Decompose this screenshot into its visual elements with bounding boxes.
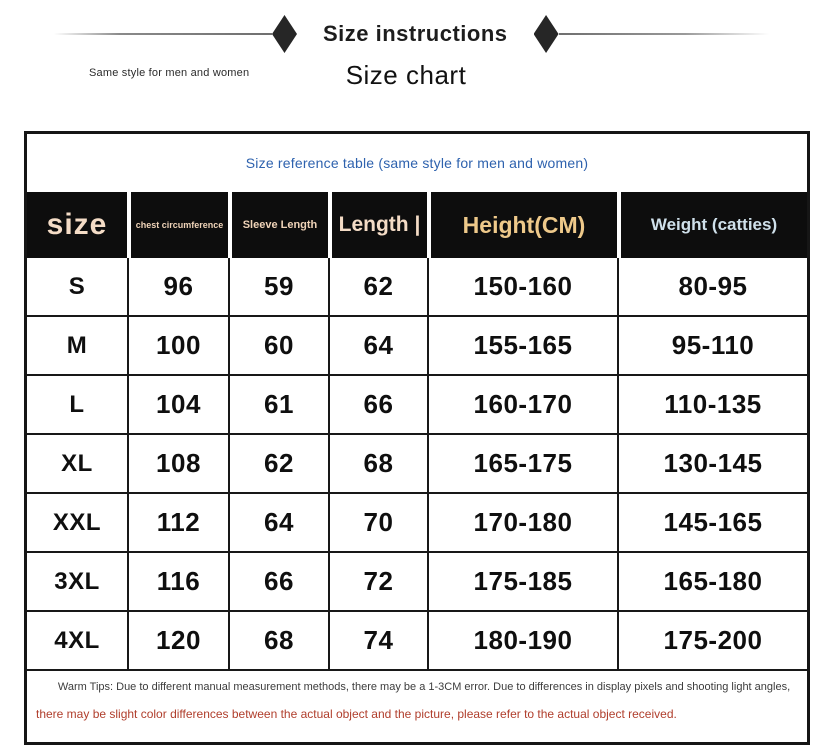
table-cell: 95-110 [619,317,807,376]
table-cell: 100 [129,317,230,376]
table-row [27,317,807,376]
warm-tips-line2: there may be slight color differences between the actual object and the picture, please refer to the actual object received. [36,707,677,721]
col-header-size: size [27,192,129,258]
banner-title: Size instructions [323,21,508,46]
table-caption: Size reference table (same style for men and women) [245,155,589,171]
table-cell: 175-200 [619,612,807,671]
table-cell: 108 [129,435,230,494]
size-table [24,131,810,745]
table-cell: 175-185 [429,553,619,612]
table-cell: 70 [330,494,429,553]
table-cell: 68 [230,612,330,671]
table-cell: 62 [330,258,429,317]
table-cell: 145-165 [619,494,807,553]
table-cell: 66 [330,376,429,435]
warm-tips-line1: Warm Tips: Due to different manual measurement methods, there may be a 1-3CM error. Due to differences in display pixels and shooting light angles, [57,681,791,693]
table-row [27,494,807,553]
table-cell: 170-180 [429,494,619,553]
banner-rule-left [54,33,272,35]
table-cell: L [27,376,129,435]
same-style-note: Same style for men and women [89,67,250,79]
table-cell: 155-165 [429,317,619,376]
table-cell: 72 [330,553,429,612]
table-cell: 68 [330,435,429,494]
banner [0,14,836,54]
table-cell: 165-175 [429,435,619,494]
table-cell: 130-145 [619,435,807,494]
table-cell: 160-170 [429,376,619,435]
table-row [27,553,807,612]
table-row [27,435,807,494]
table-cell: XL [27,435,129,494]
table-cell: 96 [129,258,230,317]
table-cell: M [27,317,129,376]
table-row [27,258,807,317]
col-header-sleeve: Sleeve Length [230,192,330,258]
size-chart-title: Size chart [345,60,467,90]
table-cell: 110-135 [619,376,807,435]
table-cell: 64 [230,494,330,553]
table-row [27,612,807,671]
table-cell: 59 [230,258,330,317]
table-cell: 150-160 [429,258,619,317]
diamond-icon [534,15,559,53]
banner-rule-right [559,33,769,35]
table-cell: 3XL [27,553,129,612]
table-cell: 4XL [27,612,129,671]
table-cell: 180-190 [429,612,619,671]
table-cell: 120 [129,612,230,671]
warm-tips [27,671,807,742]
col-header-height: Height(CM) [429,192,619,258]
table-cell: S [27,258,129,317]
table-cell: 62 [230,435,330,494]
table-cell: 74 [330,612,429,671]
table-cell: 104 [129,376,230,435]
table-cell: XXL [27,494,129,553]
table-cell: 112 [129,494,230,553]
table-cell: 64 [330,317,429,376]
table-cell: 80-95 [619,258,807,317]
table-row [27,376,807,435]
table-cell: 61 [230,376,330,435]
col-header-chest: chest circumference [129,192,230,258]
table-cell: 165-180 [619,553,807,612]
col-header-weight: Weight (catties) [619,192,807,258]
diamond-icon [272,15,297,53]
table-cell: 116 [129,553,230,612]
table-cell: 66 [230,553,330,612]
table-header-row [27,192,807,258]
table-cell: 60 [230,317,330,376]
col-header-length: Length | [330,192,429,258]
